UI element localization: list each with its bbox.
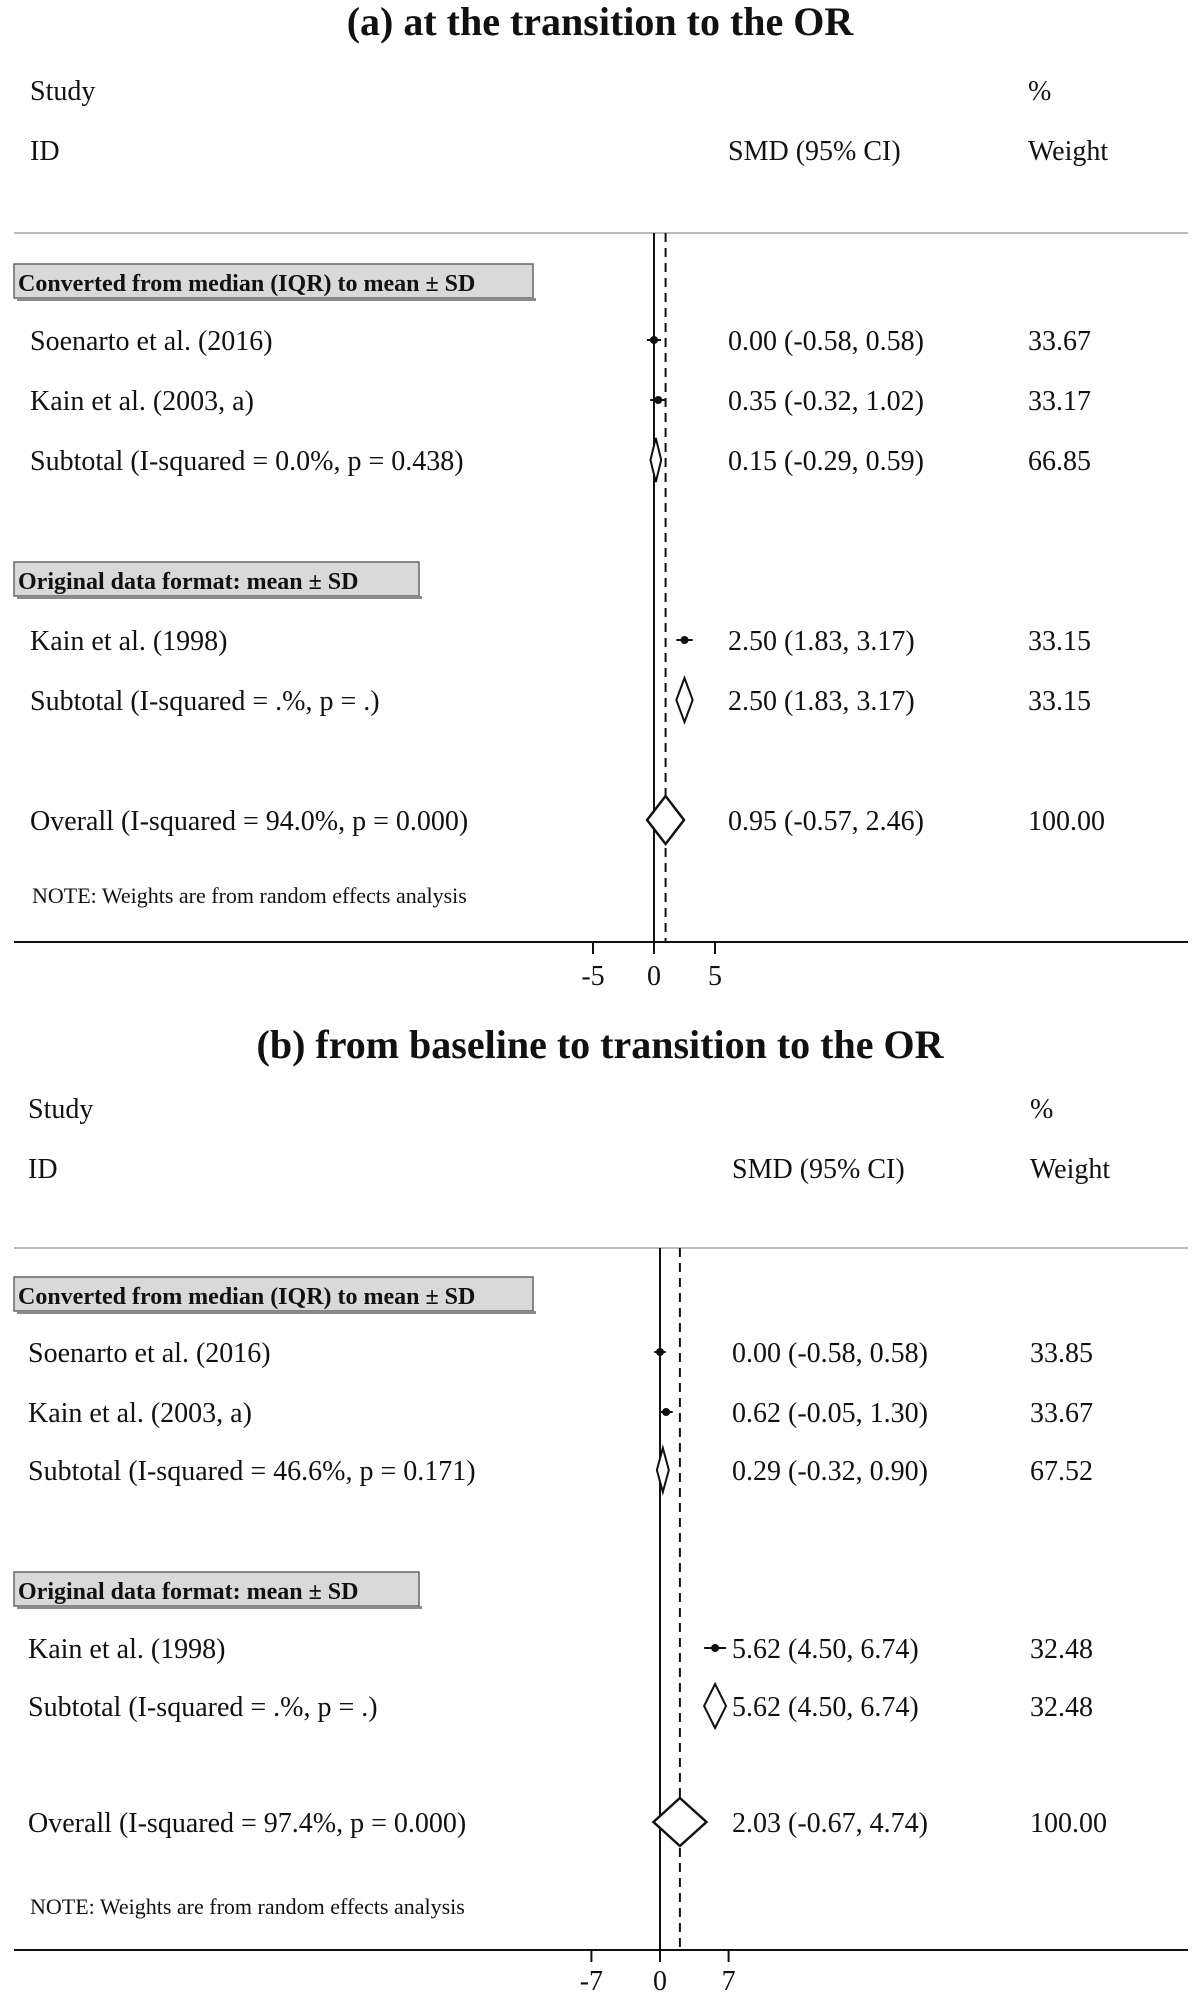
subtotal-ci-text: 5.62 (4.50, 6.74) — [732, 1692, 919, 1723]
subtotal-ci-text: 0.29 (-0.32, 0.90) — [732, 1456, 928, 1487]
axis-tick-label: -5 — [581, 961, 605, 992]
study-header: Study — [28, 1094, 94, 1125]
axis-tick-label: 0 — [647, 961, 661, 992]
study-header: Study — [30, 76, 96, 107]
overall-ci-text: 0.95 (-0.57, 2.46) — [728, 806, 924, 837]
overall-diamond — [647, 796, 684, 844]
effect-header: SMD (95% CI) — [732, 1154, 905, 1185]
subtotal-ci-text: 2.50 (1.83, 3.17) — [728, 686, 915, 717]
subtotal-ci-text: 0.15 (-0.29, 0.59) — [728, 446, 924, 477]
study-ci-text: 0.00 (-0.58, 0.58) — [732, 1338, 928, 1369]
axis-tick-label: -7 — [579, 1966, 604, 1997]
subtotal-weight: 33.15 — [1028, 686, 1091, 717]
overall-weight: 100.00 — [1030, 1808, 1107, 1839]
study-ci-text: 0.62 (-0.05, 1.30) — [732, 1398, 928, 1429]
subtotal-label: Subtotal (I-squared = 46.6%, p = 0.171) — [28, 1456, 476, 1487]
axis-tick-label: 0 — [653, 1966, 667, 1997]
axis-tick-label: 7 — [721, 1966, 736, 1997]
weights-note: NOTE: Weights are from random effects analysis — [32, 883, 467, 908]
subtotal-diamond — [704, 1684, 726, 1728]
panel-title: (a) at the transition to the OR — [346, 0, 854, 44]
weights-note: NOTE: Weights are from random effects analysis — [30, 1894, 465, 1919]
study-label: Kain et al. (1998) — [28, 1634, 226, 1665]
subtotal-weight: 66.85 — [1028, 446, 1091, 477]
study-weight: 33.67 — [1030, 1398, 1093, 1429]
study-label: Kain et al. (1998) — [30, 626, 228, 657]
study-point — [711, 1644, 719, 1652]
group-header-shadow — [17, 298, 536, 301]
study-label: Kain et al. (2003, a) — [30, 386, 254, 417]
id-header: ID — [30, 136, 60, 167]
subtotal-diamond — [657, 1448, 669, 1492]
study-point — [654, 396, 662, 404]
group-header-shadow — [17, 1606, 422, 1609]
overall-ci-text: 2.03 (-0.67, 4.74) — [732, 1808, 928, 1839]
study-label: Kain et al. (2003, a) — [28, 1398, 252, 1429]
group-header-shadow — [17, 596, 422, 599]
study-weight: 33.85 — [1030, 1338, 1093, 1369]
study-weight: 33.67 — [1028, 326, 1091, 357]
subtotal-weight: 67.52 — [1030, 1456, 1093, 1487]
overall-label: Overall (I-squared = 97.4%, p = 0.000) — [28, 1808, 467, 1839]
study-weight: 33.17 — [1028, 386, 1091, 417]
group-label: Converted from median (IQR) to mean ± SD — [18, 271, 476, 297]
group-label: Original data format: mean ± SD — [18, 569, 359, 595]
study-weight: 33.15 — [1028, 626, 1091, 657]
subtotal-label: Subtotal (I-squared = .%, p = .) — [28, 1692, 378, 1723]
group-label: Converted from median (IQR) to mean ± SD — [18, 1284, 476, 1310]
effect-header: SMD (95% CI) — [728, 136, 901, 167]
study-ci-text: 2.50 (1.83, 3.17) — [728, 626, 915, 657]
overall-diamond — [653, 1798, 706, 1846]
group-label: Original data format: mean ± SD — [18, 1579, 359, 1605]
group-header-shadow — [17, 1311, 536, 1314]
overall-label: Overall (I-squared = 94.0%, p = 0.000) — [30, 806, 469, 837]
weight-header: Weight — [1030, 1154, 1111, 1185]
id-header: ID — [28, 1154, 58, 1185]
panel-title: (b) from baseline to transition to the OR — [256, 1022, 944, 1067]
percent-header: % — [1028, 76, 1052, 107]
overall-weight: 100.00 — [1028, 806, 1105, 837]
subtotal-diamond — [676, 678, 692, 722]
study-ci-text: 0.35 (-0.32, 1.02) — [728, 386, 924, 417]
study-weight: 32.48 — [1030, 1634, 1093, 1665]
subtotal-label: Subtotal (I-squared = 0.0%, p = 0.438) — [30, 446, 464, 477]
study-point — [662, 1408, 670, 1416]
study-ci-text: 5.62 (4.50, 6.74) — [732, 1634, 919, 1665]
weight-header: Weight — [1028, 136, 1109, 167]
study-label: Soenarto et al. (2016) — [28, 1338, 271, 1369]
subtotal-diamond — [650, 438, 661, 482]
study-label: Soenarto et al. (2016) — [30, 326, 273, 357]
study-ci-text: 0.00 (-0.58, 0.58) — [728, 326, 924, 357]
study-point — [681, 636, 689, 644]
subtotal-weight: 32.48 — [1030, 1692, 1093, 1723]
study-point — [656, 1348, 664, 1356]
subtotal-label: Subtotal (I-squared = .%, p = .) — [30, 686, 380, 717]
study-point — [650, 336, 658, 344]
axis-tick-label: 5 — [708, 961, 722, 992]
percent-header: % — [1030, 1094, 1054, 1125]
